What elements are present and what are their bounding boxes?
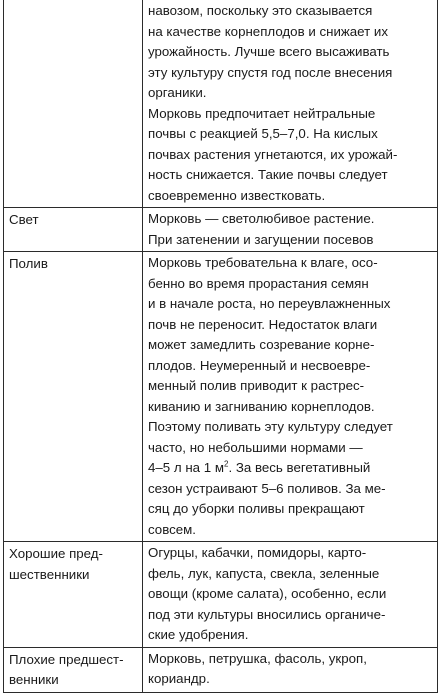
row-4-param-cell: Плохие предшест- венники (4, 647, 143, 692)
row-4-desc-cell: Морковь, петрушка, фасоль, укроп, кориандр. (143, 647, 438, 692)
row-3-desc-cell: Огурцы, кабачки, помидоры, карто- фель, лук, капуста, свекла, зеленные овощи (кроме салата), особенно, если под эти культуры вносились органиче- ские удобрения. (143, 542, 438, 648)
row-1-desc-cell: Морковь — светолюбивое растение. При затенении и загущении посевов (143, 208, 438, 252)
row-2-desc-part2: . За весь вегетативный сезон устраивают 5–6 поливов. За ме- сяц до уборки поливы прекращают совсем. (148, 460, 386, 537)
table-row-watering (4, 252, 438, 542)
row-0-desc-cell: навозом, поскольку это сказывается на качестве корнеплодов и снижает их урожайность. Лучше всего высаживать эту культуру спустя год после внесения органики. Морковь предпочитает нейтральные почвы с реакцией 5,5–7,0. На кислых почвах растения угнетаются, их урожай- ность снижается. Такие почвы следует своевременно известковать. (143, 0, 438, 208)
row-2-desc-cell (143, 252, 438, 542)
table-row-bad-predecessors (4, 647, 438, 692)
table-row-good-predecessors (4, 542, 438, 648)
row-2-desc-superscript: 2 (224, 459, 229, 469)
row-2-desc-part1: Морковь требовательна к влаге, осо- бенно во время прорастания семян и в начале роста, но переувлажненных почв не переносит. Недостаток влаги может замедлить созревание корне- плодов. Неумеренный и несвоевре- менный полив приводит к растрес- киванию и загниванию корнеплодов. Поэтому поливать эту культуру следует часто, но небольшими нормами — 4–5 л на 1 м (148, 255, 393, 475)
row-1-param-cell: Свет (4, 208, 143, 252)
row-0-param-cell (4, 0, 143, 208)
row-2-param-cell: Полив (4, 252, 143, 542)
row-3-param-cell: Хорошие пред- шественники (4, 542, 143, 648)
crop-info-table (3, 0, 438, 693)
table-row-light (4, 208, 438, 252)
table-row-soil-continued (4, 0, 438, 208)
